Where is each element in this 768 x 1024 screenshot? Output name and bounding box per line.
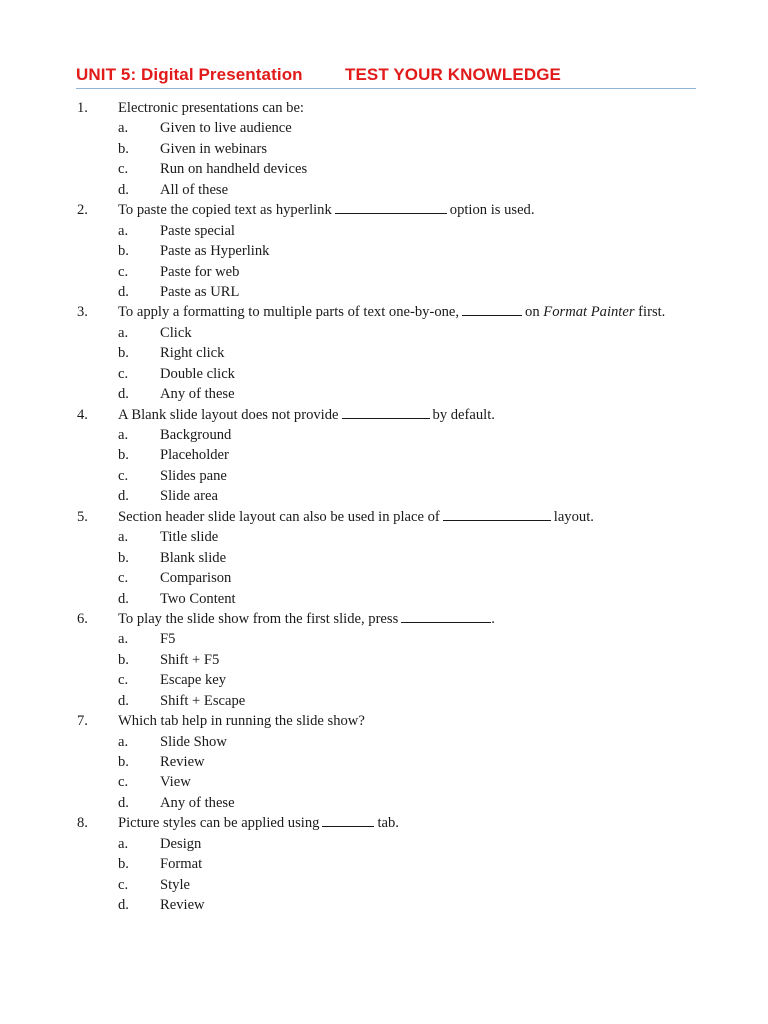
option-letter: a. [118,120,129,137]
option-letter: c. [118,570,129,587]
question-5 [0,507,768,527]
option-letter: b. [118,140,129,157]
option-text: Placeholder [160,447,229,464]
option [0,180,768,200]
question-text-after: by default. [432,406,495,423]
option [0,486,768,506]
option-letter: d. [118,590,129,607]
option-text: F5 [160,631,176,648]
option-text: Paste as URL [160,283,240,300]
option [0,364,768,384]
option [0,262,768,282]
answer-blank [335,200,447,214]
option [0,732,768,752]
option-letter: d. [118,897,129,914]
question-text: Which tab help in running the slide show? [118,713,365,730]
option [0,221,768,241]
option-letter: a. [118,529,129,546]
option-letter: a. [118,631,129,648]
option-text: Double click [160,365,235,382]
answer-blank [443,507,551,521]
option-text: Blank slide [160,549,227,566]
option-letter: d. [118,181,129,198]
option-letter: b. [118,856,129,873]
question-text-before: To play the slide show from the first slide, press [118,610,399,627]
option [0,629,768,649]
option [0,875,768,895]
option [0,793,768,813]
option-letter: c. [118,774,129,791]
option-letter: b. [118,549,129,566]
option-text: Given in webinars [160,140,267,157]
question-text [118,200,535,220]
question-text [118,609,495,629]
option-text: Any of these [160,794,235,811]
question-number: 7. [77,713,88,730]
option-letter: c. [118,365,129,382]
option-text: Shift + Escape [160,692,246,709]
option [0,548,768,568]
option-text: Escape key [160,672,227,689]
option-text: All of these [160,181,229,198]
option-letter: a. [118,324,129,341]
question-list [0,98,768,916]
question-number: 5. [77,508,88,525]
option-letter: b. [118,754,129,770]
option-letter: a. [118,733,129,750]
question-text [118,813,399,833]
option [0,752,768,772]
question-number: 6. [77,610,88,627]
question-number: 2. [77,202,88,219]
option-letter: b. [118,447,129,464]
option-text: Style [160,876,190,893]
option [0,384,768,404]
option-text: Format [160,856,203,873]
question-number: 8. [77,815,88,832]
option-text: Shift + F5 [160,651,220,668]
option-letter: a. [118,835,129,852]
question-text-mid: on [525,304,540,321]
option [0,425,768,445]
question-text-before: To paste the copied text as hyperlink [118,202,332,219]
option [0,241,768,261]
question-text-italic: Format Painter [543,304,635,321]
option [0,854,768,874]
option-text: Title slide [160,529,219,546]
option [0,445,768,465]
unit-title: UNIT 5: Digital Presentation [76,65,303,84]
question-text: Electronic presentations can be: [118,100,304,116]
option-letter: a. [118,222,129,239]
option [0,139,768,159]
option [0,589,768,609]
option-text: Comparison [160,570,232,587]
question-text-after: layout. [553,508,594,525]
question-number: 1. [77,100,88,116]
answer-blank [322,813,374,827]
option-letter: d. [118,692,129,709]
option-text: Run on handheld devices [160,161,308,178]
option [0,118,768,138]
option-letter: d. [118,488,129,505]
answer-blank [462,302,522,316]
option-letter: c. [118,467,129,484]
option [0,527,768,547]
answer-blank [401,609,491,623]
option-text: Review [160,754,205,770]
answer-blank [342,405,430,419]
question-text [118,302,665,322]
option-letter: c. [118,161,129,178]
option [0,323,768,343]
question-8 [0,813,768,833]
option-letter: c. [118,672,129,689]
page-header [76,64,696,89]
option-text: Paste special [160,222,235,239]
option-text: Two Content [160,590,236,607]
option-letter: b. [118,243,129,260]
option-text: Click [160,324,192,341]
question-text-after: . [491,610,495,627]
question-text-after: option is used. [449,202,535,219]
option [0,466,768,486]
option [0,691,768,711]
option [0,772,768,792]
question-4 [0,405,768,425]
option-text: Design [160,835,202,852]
option-text: Review [160,897,205,914]
option [0,159,768,179]
option-letter: d. [118,386,129,403]
option [0,282,768,302]
option-text: Given to live audience [160,120,292,137]
question-text-before: To apply a formatting to multiple parts of text one-by-one, [118,304,460,321]
question-2 [0,200,768,220]
option [0,343,768,363]
option [0,650,768,670]
option-text: Slide Show [160,733,227,750]
question-text-before: A Blank slide layout does not provide [118,406,339,423]
option-text: View [160,774,191,791]
option-text: Any of these [160,386,235,403]
question-7 [0,711,768,731]
option-letter: b. [118,651,129,668]
option-letter: a. [118,427,129,443]
section-title: TEST YOUR KNOWLEDGE [345,65,561,84]
option [0,834,768,854]
question-text-after: tab. [377,815,399,832]
option-text: Right click [160,345,225,362]
question-text [118,405,495,425]
option-letter: d. [118,283,129,300]
question-6 [0,609,768,629]
option-letter: c. [118,876,129,893]
question-3 [0,302,768,322]
option-letter: b. [118,345,129,362]
option-text: Paste for web [160,263,240,280]
option [0,670,768,690]
option-text: Paste as Hyperlink [160,243,270,260]
option-text: Background [160,427,232,443]
question-text [118,507,594,527]
question-text-before: Section header slide layout can also be used in place of [118,508,440,525]
question-number: 4. [77,406,88,423]
option-text: Slide area [160,488,218,505]
option-letter: d. [118,794,129,811]
question-text-before: Picture styles can be applied using [118,815,320,832]
option-text: Slides pane [160,467,227,484]
option-letter: c. [118,263,129,280]
option [0,895,768,915]
question-text-after: first. [638,304,666,321]
question-number: 3. [77,304,88,321]
option [0,568,768,588]
question-1 [0,98,768,118]
